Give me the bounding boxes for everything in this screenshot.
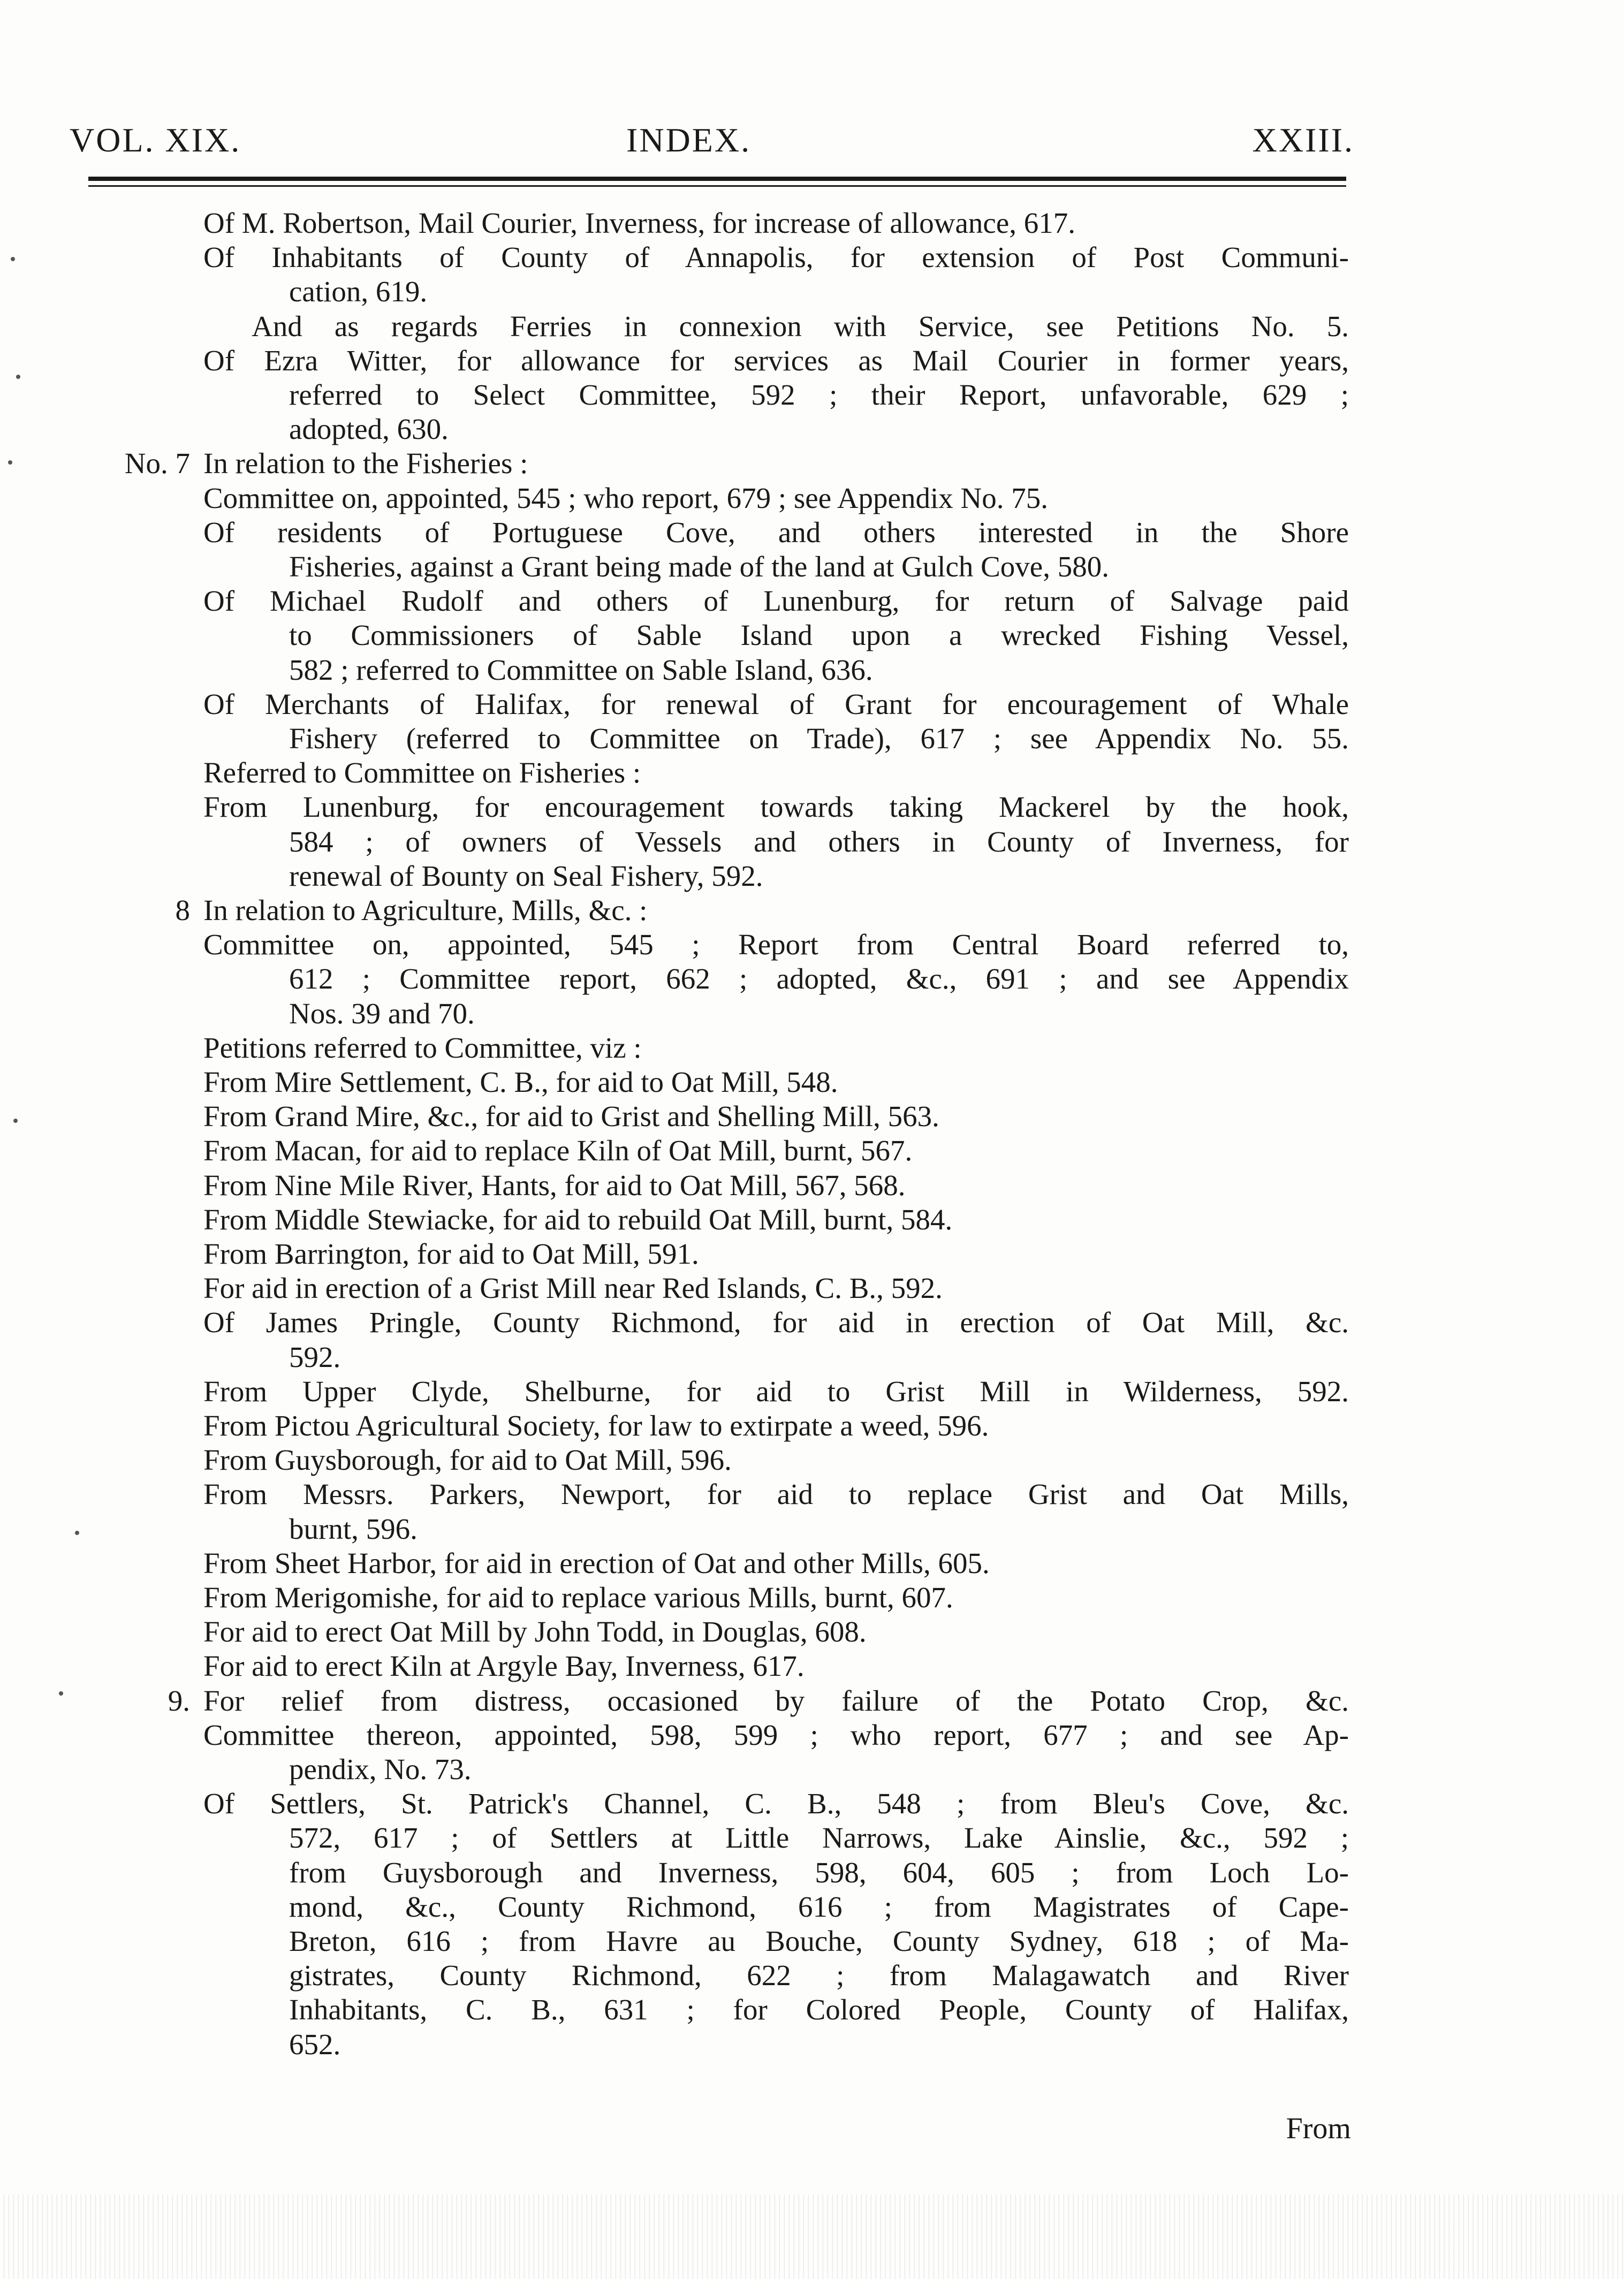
index-entry-line: For aid to erect Kiln at Argyle Bay, Inverness, 617. bbox=[203, 1650, 805, 1682]
index-entry-line: Nos. 39 and 70. bbox=[289, 997, 475, 1030]
index-entry-line: From Lunenburg, for encouragement towards taking Mackerel by the hook, bbox=[203, 791, 1349, 823]
index-entry-line: From Mire Settlement, C. B., for aid to Oat Mill, 548. bbox=[203, 1066, 838, 1098]
index-entry-line: In relation to Agriculture, Mills, &c. : bbox=[203, 894, 648, 926]
index-entry-line: renewal of Bounty on Seal Fishery, 592. bbox=[289, 860, 763, 892]
index-entry-line: 592. bbox=[289, 1341, 341, 1373]
index-entry-line: mond, &c., County Richmond, 616 ; from Magistrates of Cape- bbox=[289, 1890, 1349, 1923]
index-entry-line: adopted, 630. bbox=[289, 413, 449, 445]
index-entry-line: Fishery (referred to Committee on Trade), 617 ; see Appendix No. 55. bbox=[289, 722, 1349, 755]
index-entry-line: gistrates, County Richmond, 622 ; from Malagawatch and River bbox=[289, 1959, 1349, 1992]
volume-label: VOL. XIX. bbox=[70, 121, 241, 159]
index-entry-line: Of Ezra Witter, for allowance for services as Mail Courier in former years, bbox=[203, 344, 1349, 377]
page-title: INDEX. bbox=[626, 121, 752, 159]
section-number: 8 bbox=[175, 894, 190, 926]
page-header bbox=[70, 120, 1354, 169]
index-entry-line: Of Inhabitants of County of Annapolis, for extension of Post Communi- bbox=[203, 241, 1349, 274]
index-entry-line: From Pictou Agricultural Society, for law to extirpate a weed, 596. bbox=[203, 1409, 989, 1442]
index-entry-line: 572, 617 ; of Settlers at Little Narrows, Lake Ainslie, &c., 592 ; bbox=[289, 1821, 1349, 1854]
index-entry-line: Committee thereon, appointed, 598, 599 ; who report, 677 ; and see Ap- bbox=[203, 1719, 1349, 1751]
index-entry-line: From Upper Clyde, Shelburne, for aid to Grist Mill in Wilderness, 592. bbox=[203, 1375, 1349, 1408]
index-entry-line: Of Settlers, St. Patrick's Channel, C. B., 548 ; from Bleu's Cove, &c. bbox=[203, 1787, 1349, 1820]
header-rule-thick bbox=[88, 177, 1346, 181]
catchword: From bbox=[1286, 2112, 1351, 2145]
index-entry-line: Petitions referred to Committee, viz : bbox=[203, 1031, 642, 1064]
index-entry-line: From Nine Mile River, Hants, for aid to Oat Mill, 567, 568. bbox=[203, 1169, 906, 1202]
index-entry-line: Fisheries, against a Grant being made of the land at Gulch Cove, 580. bbox=[289, 550, 1109, 583]
index-entry-line: For relief from distress, occasioned by failure of the Potato Crop, &c. bbox=[203, 1684, 1349, 1717]
index-entry-line: From Grand Mire, &c., for aid to Grist and Shelling Mill, 563. bbox=[203, 1100, 939, 1133]
index-entry-line: For aid to erect Oat Mill by John Todd, in Douglas, 608. bbox=[203, 1615, 867, 1648]
header-rule-thin bbox=[88, 185, 1346, 187]
index-entry-line: 612 ; Committee report, 662 ; adopted, &c., 691 ; and see Appendix bbox=[289, 962, 1349, 995]
index-entry-line: From Guysborough, for aid to Oat Mill, 596. bbox=[203, 1444, 732, 1476]
section-number: No. 7 bbox=[124, 447, 190, 480]
index-entry-line: to Commissioners of Sable Island upon a wrecked Fishing Vessel, bbox=[289, 619, 1349, 651]
scan-noise-strip bbox=[0, 2194, 1624, 2279]
section-number: 9. bbox=[168, 1684, 190, 1717]
page-number: XXIII. bbox=[1252, 121, 1354, 159]
index-entry-line: Committee on, appointed, 545 ; Report from Central Board referred to, bbox=[203, 928, 1349, 961]
index-entry-line: From Sheet Harbor, for aid in erection of Oat and other Mills, 605. bbox=[203, 1547, 990, 1579]
index-entry-line: referred to Select Committee, 592 ; their Report, unfavorable, 629 ; bbox=[289, 378, 1349, 411]
index-entry-line: from Guysborough and Inverness, 598, 604, 605 ; from Loch Lo- bbox=[289, 1856, 1349, 1889]
index-entry-line: Referred to Committee on Fisheries : bbox=[203, 756, 641, 789]
index-entry-line: From Middle Stewiacke, for aid to rebuild Oat Mill, burnt, 584. bbox=[203, 1203, 953, 1236]
index-entry-line: And as regards Ferries in connexion with Service, see Petitions No. 5. bbox=[252, 310, 1349, 343]
index-entry-line: Of residents of Portuguese Cove, and others interested in the Shore bbox=[203, 516, 1349, 549]
index-entry-line: From Merigomishe, for aid to replace various Mills, burnt, 607. bbox=[203, 1581, 953, 1614]
index-entry-line: Of Merchants of Halifax, for renewal of Grant for encouragement of Whale bbox=[203, 688, 1349, 720]
index-entry-line: Of M. Robertson, Mail Courier, Inverness, for increase of allowance, 617. bbox=[203, 207, 1075, 239]
index-entry-line: cation, 619. bbox=[289, 275, 428, 308]
index-entry-line: Breton, 616 ; from Havre au Bouche, County Sydney, 618 ; of Ma- bbox=[289, 1925, 1349, 1957]
index-entry-line: From Barrington, for aid to Oat Mill, 591. bbox=[203, 1237, 699, 1270]
index-entry-line: From Macan, for aid to replace Kiln of Oat Mill, burnt, 567. bbox=[203, 1134, 913, 1167]
index-entry-line: In relation to the Fisheries : bbox=[203, 447, 528, 480]
index-entry-line: Committee on, appointed, 545 ; who report, 679 ; see Appendix No. 75. bbox=[203, 482, 1048, 514]
index-entry-line: Inhabitants, C. B., 631 ; for Colored People, County of Halifax, bbox=[289, 1993, 1349, 2026]
index-entry-line: pendix, No. 73. bbox=[289, 1753, 472, 1786]
index-entry-line: 582 ; referred to Committee on Sable Island, 636. bbox=[289, 654, 873, 686]
index-entry-line: Of James Pringle, County Richmond, for aid in erection of Oat Mill, &c. bbox=[203, 1306, 1349, 1339]
index-entry-line: 652. bbox=[289, 2028, 341, 2061]
index-entry-line: 584 ; of owners of Vessels and others in County of Inverness, for bbox=[289, 825, 1349, 858]
index-entry-line: For aid in erection of a Grist Mill near Red Islands, C. B., 592. bbox=[203, 1272, 943, 1304]
index-entry-line: From Messrs. Parkers, Newport, for aid to replace Grist and Oat Mills, bbox=[203, 1478, 1349, 1510]
index-entry-line: burnt, 596. bbox=[289, 1513, 418, 1545]
index-entry-line: Of Michael Rudolf and others of Lunenburg, for return of Salvage paid bbox=[203, 584, 1349, 617]
left-margin-marks bbox=[0, 0, 70, 2279]
